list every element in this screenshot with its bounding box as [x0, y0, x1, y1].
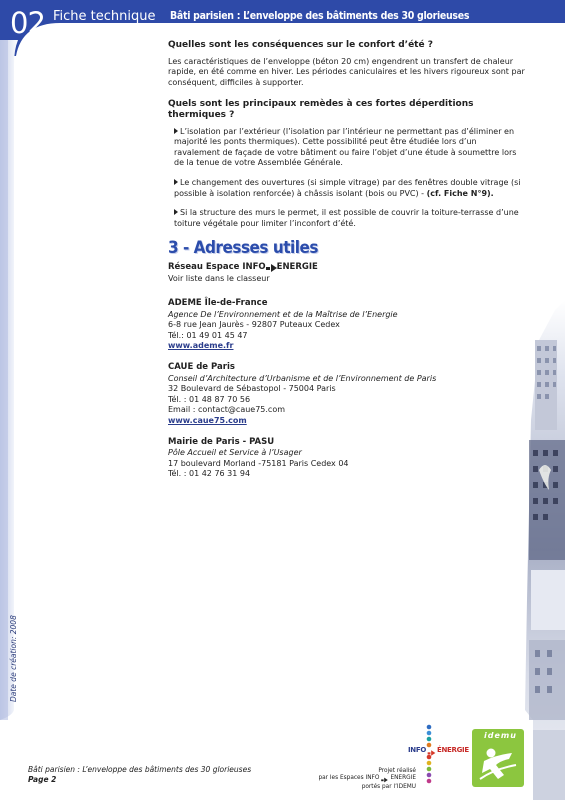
- address-name: CAUE de Paris: [168, 362, 235, 373]
- idemu-logo-text: idemu: [484, 731, 517, 740]
- footer-doc-title: Bâti parisien : L’enveloppe des bâtiments des 30 glorieuses: [28, 765, 252, 774]
- address-name: ADEME Île-de-France: [168, 298, 268, 309]
- address-name: Réseau Espace INFO ENERGIE: [168, 261, 318, 272]
- ademe-website-link[interactable]: www.ademe.fr: [168, 341, 234, 351]
- fiche-type-title: Fiche technique: [53, 9, 156, 24]
- footer-left: [28, 765, 251, 785]
- address-ademe: ADEME Île-de-France Agence De l’Environnement et de la Maîtrise de l’Energie 6-8 rue Jean Jaurès - 92807 Puteaux Cedex Tél.: 01 49 01 45 47 www.ademe.fr: [168, 298, 525, 352]
- question-remedes: Quels sont les principaux remèdes à ces fortes déperditions thermiques ?: [168, 99, 474, 120]
- section-title-adresses: 3 - Adresses utiles: [168, 238, 319, 259]
- document-title: Bâti parisien : L’enveloppe des bâtiments des 30 glorieuses: [170, 10, 470, 22]
- address-name: Mairie de Paris - PASU: [168, 436, 275, 447]
- address-mairie: Mairie de Paris - PASU Pôle Accueil et Service à l’Usager 17 boulevard Morland -75181 Paris Cedex 04 Tél. : 01 42 76 31 94: [168, 437, 525, 480]
- list-item: Si la structure des murs le permet, il est possible de couvrir la toiture-terrasse d’une toiture végétale pour limiter l’inconfort d’été.: [174, 208, 519, 228]
- address-caue: CAUE de Paris Conseil d’Architecture d’Urbanisme et de l’Environnement de Paris 32 Boulevard de Sébastopol - 75004 Paris Tél. : 01 48 87 70 56 Email : contact@caue75.com www.caue75.com: [168, 362, 525, 427]
- list-item: L’isolation par l’extérieur (l’isolation par l’intérieur ne permettant pas d’éliminer en majorité les ponts thermiques). Cette possibilité peut être étudiée lors d’un ravalement de façade de votre bâtiment ou faire l’objet d’une étude à soumettre lors de la tenue de votre Assemblée Générale.: [174, 126, 517, 168]
- main-content: [168, 40, 525, 490]
- caue-website-link[interactable]: www.caue75.com: [168, 416, 247, 426]
- fiche-reference: (cf. Fiche N°9).: [426, 188, 494, 198]
- answer-confort-ete: Les caractéristiques de l’enveloppe (béton 20 cm) engendrent un transfert de chaleur rapide, en été comme en hiver. Les périodes caniculaires et les hivers rigoureux sont par conséquent, difficiles à supporter.: [168, 56, 525, 87]
- fiche-number: 02: [10, 6, 45, 40]
- arrow-right-icon: [266, 264, 277, 272]
- question-confort-ete: Quelles sont les conséquences sur le confort d’été ?: [168, 40, 433, 50]
- arrow-right-icon: [428, 750, 436, 756]
- left-ribbon: [0, 40, 40, 720]
- list-item: Le changement des ouvertures (si simple vitrage) par des fenêtres double vitrage (si possible à isolation renforcée) à châssis isolant (bois ou PVC) - (cf. Fiche N°9).: [174, 177, 521, 198]
- address-reseau: Réseau Espace INFO ENERGIE Voir liste dans le classeur: [168, 262, 525, 284]
- remedes-list: [174, 127, 525, 230]
- page-number: Page 2: [28, 775, 57, 784]
- creation-date-label: Date de création: 2008: [9, 615, 18, 702]
- triangle-bullet-icon: [174, 179, 178, 185]
- triangle-bullet-icon: [174, 209, 178, 215]
- footer-credit: Projet réalisé par les Espaces INFO ENERGIE portés par l’IDEMU: [318, 768, 416, 790]
- arrow-right-icon: [382, 778, 389, 783]
- info-energie-logo-text: INFO ÉNERGIE: [408, 746, 469, 754]
- triangle-bullet-icon: [174, 128, 178, 134]
- building-photo-montage: [525, 300, 565, 800]
